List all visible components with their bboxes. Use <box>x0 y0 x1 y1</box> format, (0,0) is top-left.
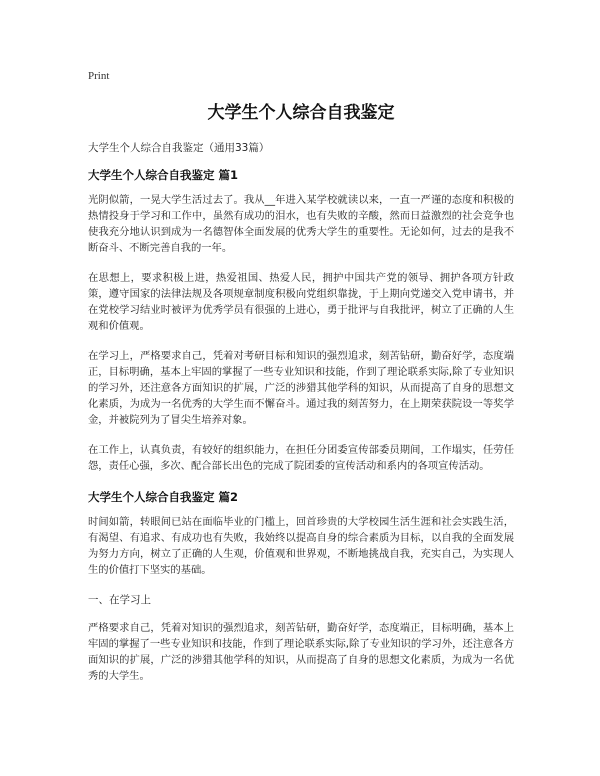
section-heading-1: 大学生个人综合自我鉴定 篇1 <box>88 168 239 182</box>
section-heading-2: 大学生个人综合自我鉴定 篇2 <box>88 490 239 504</box>
print-link[interactable]: Print <box>88 70 110 82</box>
page-title: 大学生个人综合自我鉴定 <box>207 103 395 123</box>
document-subtitle: 大学生个人综合自我鉴定（通用33篇） <box>88 142 270 154</box>
paragraph: 在思想上，要求积极上进，热爱祖国、热爱人民，拥护中国共产党的领导、拥护各项方针政策，遵守国家的法律法规及各项规章制度积极向党组织靠拢，于上期向党递交入党申请书，并在党校学习结业时被评为优秀学员有很强的上进心，勇于批评与自我批评，树立了正确的人生观和价值观。 <box>88 272 514 332</box>
paragraph: 严格要求自己，凭着对知识的强烈追求，刻苦钻研，勤奋好学，态度端正，目标明确，基本上牢固的掌握了一些专业知识和技能，作到了理论联系实际,除了专业知识的学习外，还注意各方面知识的扩展，广泛的涉猎其他学科的知识，从而提高了自身的思想文化素质，为成为一名优秀的大学生。 <box>88 622 514 682</box>
paragraph: 时间如箭，转眼间已站在面临毕业的门槛上，回首珍贵的大学校园生活生涯和社会实践生活，有渴望、有追求、有成功也有失败，我始终以提高自身的综合素质为目标，以自我的全面发展为努力方向，树立了正确的人生观，价值观和世界观，不断地挑战自我，充实自己，为实现人生的价值打下坚实的基础。 <box>88 516 514 576</box>
document-page <box>88 70 514 698</box>
paragraph: 在学习上，严格要求自己，凭着对考研目标和知识的强烈追求，刻苦钻研，勤奋好学，态度端正，目标明确，基本上牢固的掌握了一些专业知识和技能，作到了理论联系实际,除了专业知识的学习外，还注意各方面知识的扩展，广泛的涉猎其他学科的知识，从而提高了自身的思想文化素质，为成为一名优秀的大学生而不懈奋斗。通过我的刻苦努力，在上期荣获院设一等奖学金，并被院列为了冒尖生培养对象。 <box>88 350 514 426</box>
subsection-label: 一、在学习上 <box>88 594 151 606</box>
paragraph: 光阴似箭，一晃大学生活过去了。我从__年进入某学校就读以来，一直一严谨的态度和积极的热情投身于学习和工作中，虽然有成功的泪水，也有失败的辛酸，然而日益激烈的社会竞争也使我充分地认识到成为一名德智体全面发展的优秀大学生的重要性。无论如何，过去的是我不断奋斗、不断完善自我的一年。 <box>88 194 514 254</box>
paragraph: 在工作上，认真负责，有较好的组织能力，在担任分团委宣传部委员期间，工作塌实，任劳任怨，责任心强，多次、配合部长出色的完成了院团委的宣传活动和系内的各项宣传活动。 <box>88 444 514 472</box>
